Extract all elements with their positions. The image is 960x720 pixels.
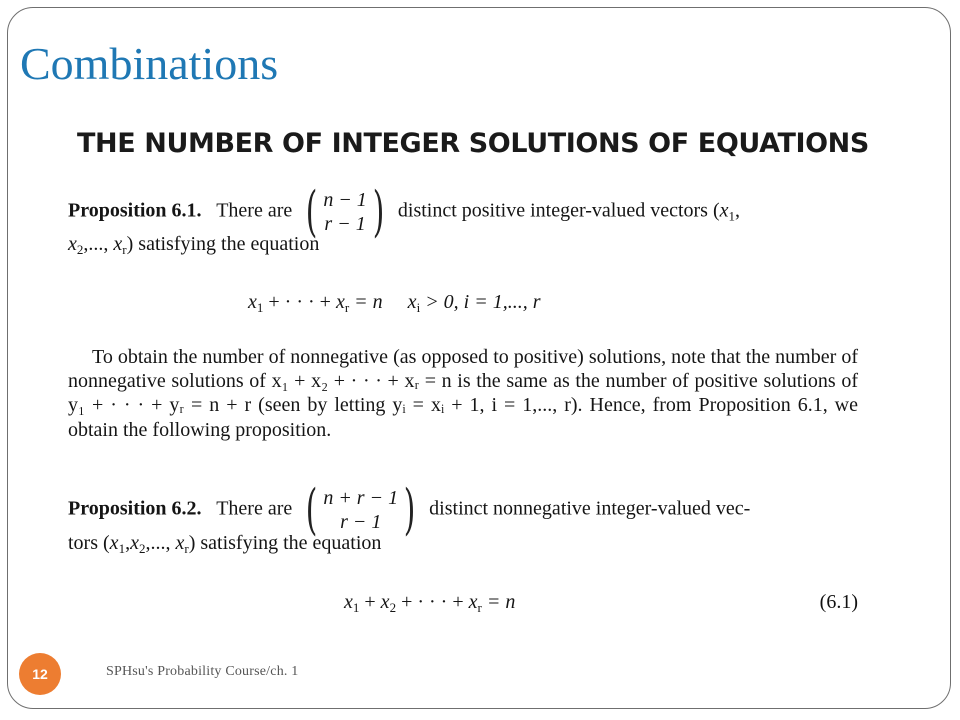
prop1-label: Proposition 6.1. bbox=[68, 199, 202, 222]
prop2-binom-bottom: r − 1 bbox=[340, 511, 382, 533]
equation-number: (6.1) bbox=[819, 591, 858, 613]
prop2-text-after: distinct nonnegative integer-valued vec- bbox=[429, 497, 751, 520]
prop2-text-before: There are bbox=[216, 497, 293, 520]
prop2-label: Proposition 6.2. bbox=[68, 497, 202, 520]
slide-title: Combinations bbox=[20, 38, 279, 89]
prop1-line1: Proposition 6.1. There are ( n − 1 r − 1 ) distinct positive integer-valued vectors ($x_1$, bbox=[68, 180, 741, 243]
footer-text: SPHsu's Probability Course/ch. 1 bbox=[106, 664, 299, 679]
equation-2: $x_1 + x_2$ + · · · + $x_r = n$ bbox=[344, 591, 516, 615]
prop2-line1 bbox=[68, 478, 751, 541]
prop1-text-before: There are bbox=[216, 199, 293, 222]
prop1-binom-top: n − 1 bbox=[323, 189, 367, 211]
prop1-line2: $x_2$,..., $x_r$) satisfying the equation bbox=[68, 233, 320, 257]
section-heading: THE NUMBER OF INTEGER SOLUTIONS OF EQUATIONS bbox=[77, 128, 869, 159]
explanation-paragraph: To obtain the number of nonnegative (as opposed to positive) solutions, note that the number of nonnegative solutions of x₁ + x₂ + · · · + xᵣ = n is the same as the number of positive solutions of y₁ + · · · + yᵣ = n + r (seen by letting yᵢ = xᵢ + 1, i = 1,..., r). Hence, from Proposition 6.1, we obtain the following proposition. bbox=[68, 346, 858, 441]
prop1-binomial: ( n − 1 r − 1 ) bbox=[305, 180, 385, 243]
prop2-line2: tors ($x_1,x_2$,..., $x_r$) satisfying the equation bbox=[68, 532, 382, 556]
prop2-binom-top: n + r − 1 bbox=[323, 487, 399, 509]
equation-1: $x_1$ + · · · + $x_r = n$ $x_i > 0$, i = 1,..., r bbox=[248, 291, 541, 315]
prop1-text-after: distinct positive integer-valued vectors ( bbox=[397, 199, 720, 222]
prop1-binom-bottom: r − 1 bbox=[324, 213, 366, 235]
slide-number-badge: 12 bbox=[19, 653, 61, 695]
prop2-binomial: ( n + r − 1 r − 1 ) bbox=[305, 478, 416, 541]
